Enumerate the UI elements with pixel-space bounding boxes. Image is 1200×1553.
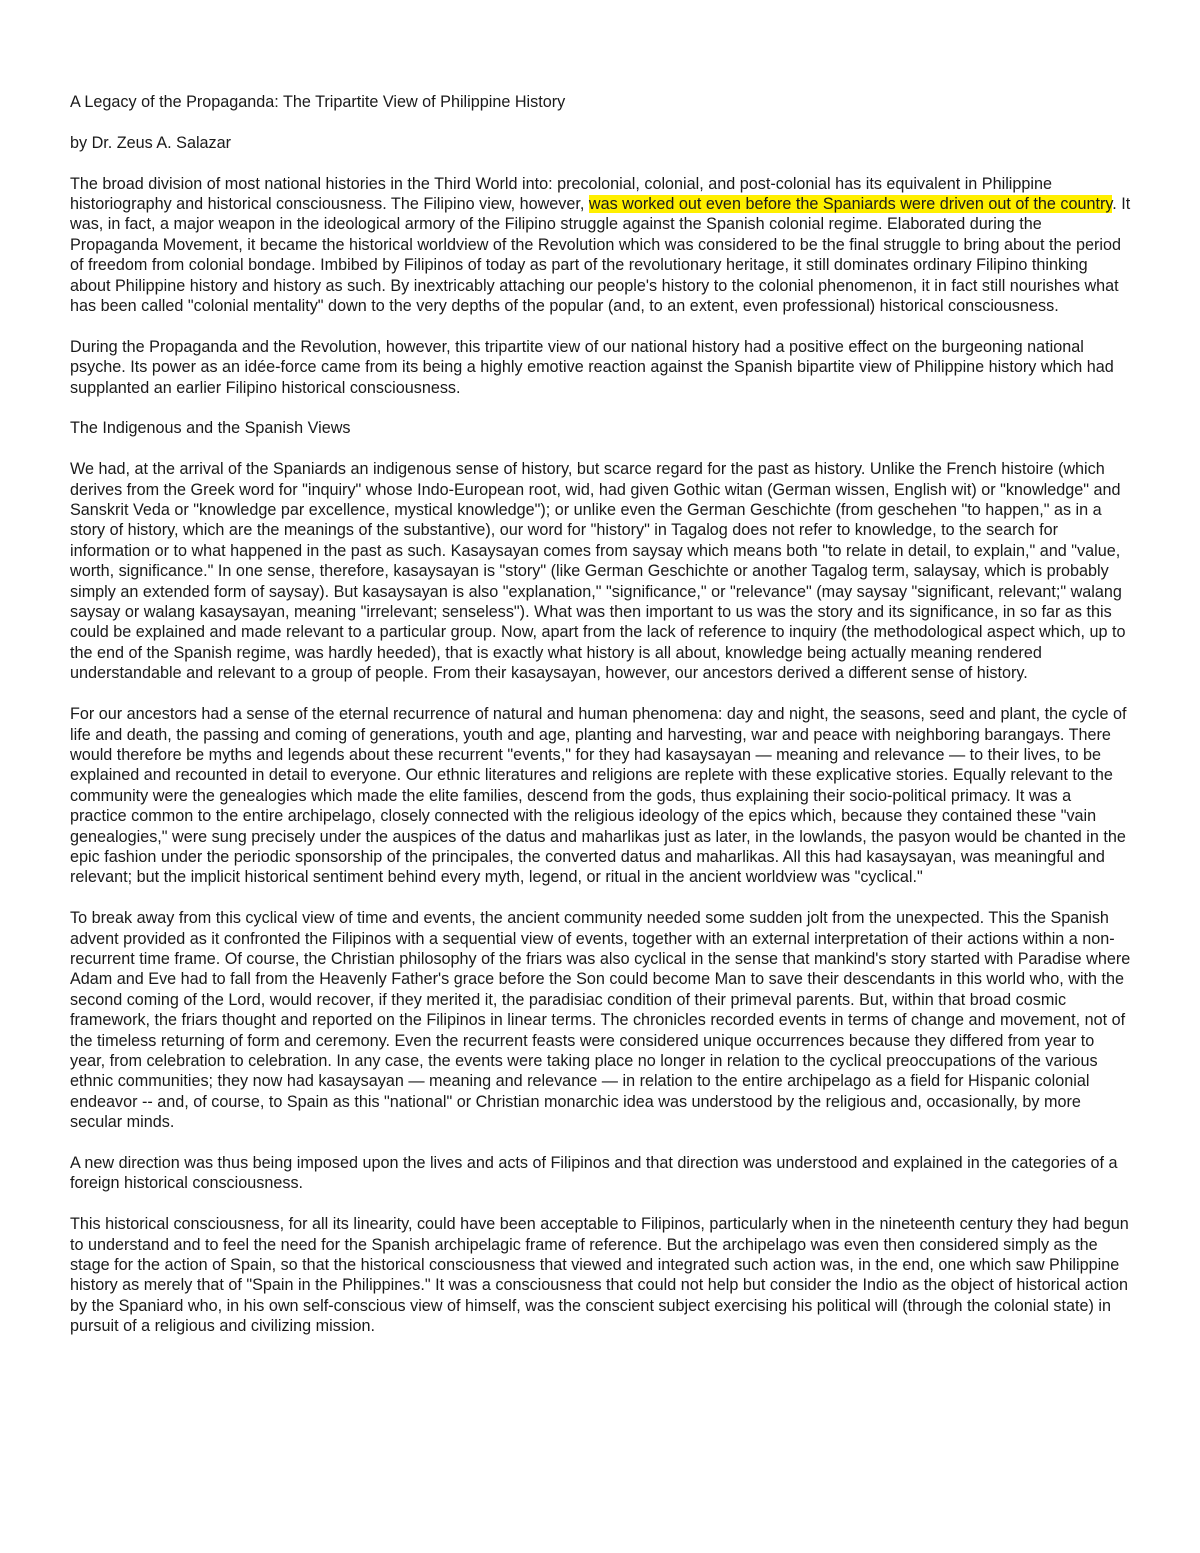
paragraph-5: To break away from this cyclical view of time and events, the ancient community needed some sudden jolt from the unexpected. This the Spanish advent provided as it confronted the Filipinos with a sequential view of events, together with an external interpretation of their actions within a non-recurrent time frame. Of course, the Christian philosophy of the friars was also cyclical in the sense that mankind's story started with Paradise where Adam and Eve had to fall from the Heavenly Father's grace before the Son could become Man to save their descendants in this world who, with the second coming of the Lord, would recover, if they merited it, the paradisiac condition of their primeval parents. But, within that broad cosmic framework, the friars thought and reported on the Filipinos in linear terms. The chronicles recorded events in terms of change and movement, not of the timeless returning of form and ceremony. Even the recurrent feasts were considered unique occurrences because they differed from year to year, from celebration to celebration. In any case, the events were taking place no longer in relation to the cyclical preoccupations of the various ethnic communities; they now had kasaysayan — meaning and relevance — in relation to the entire archipelago as a field for Hispanic colonial endeavor -- and, of course, to Spain as this "national" or Christian monarchic idea was understood by the religious and, occasionally, by more secular minds. xyxy=(70,909,1131,1132)
intro-text-end: . It was, in fact, a major weapon in the ideological armory of the Filipino struggle against the Spanish colonial regime. Elaborated during the Propaganda Movement, it became the historical worldview of the Revolution which was considered to be the final struggle to bring about the period of freedom from colonial bondage. Imbibed by Filipinos of today as part of the revolutionary heritage, it still dominates ordinary Filipino thinking about Philippine history and history as such. By inextricably attaching our people's history to the colonial phenomenon, it in fact still nourishes what has been called "colonial mentality" down to the very depths of the popular (and, to an extent, even professional) historical consciousness. xyxy=(70,195,1131,316)
document-title: A Legacy of the Propaganda: The Tripartite View of Philippine History xyxy=(70,93,566,111)
document-body xyxy=(70,92,1132,1357)
highlighted-text: was worked out even before the Spaniards were driven out of the country xyxy=(588,195,1113,213)
paragraph-3: We had, at the arrival of the Spaniards an indigenous sense of history, but scarce regard for the past as history. Unlike the French histoire (which derives from the Greek word for "inquiry" whose Indo-European root, wid, had given Gothic witan (German wissen, English wit) or "knowledge" and Sanskrit Veda or "knowledge par excellence, mystical knowledge"); or unlike even the German Geschichte (from geschehen "to happen," as in a story of history, which are the meanings of the substantive), our word for "history" in Tagalog does not refer to knowledge, to the search for information or to what happened in the past as such. Kasaysayan comes from saysay which means both "to relate in detail, to explain," and "value, worth, significance." In one sense, therefore, kasaysayan is "story" (like German Geschichte or another Tagalog term, salaysay, which is probably simply an extended form of saysay). But kasaysayan is also "explanation," "significance," or "relevance" (may saysay "significant, relevant;" walang saysay or walang kasaysayan, meaning "irrelevant; senseless"). What was then important to us was the story and its significance, in so far as this could be explained and made relevant to a particular group. Now, apart from the lack of reference to inquiry (the methodological aspect which, up to the end of the Spanish regime, was hardly heeded), that is exactly what history is all about, knowledge being actually meaning rendered understandable and relevant to a group of people. From their kasaysayan, however, our ancestors derived a different sense of history. xyxy=(70,460,1126,683)
paragraph-2: During the Propaganda and the Revolution, however, this tripartite view of our national history had a positive effect on the burgeoning national psyche. Its power as an idée-force came from its being a highly emotive reaction against the Spanish bipartite view of Philippine history which had supplanted an earlier Filipino historical consciousness. xyxy=(70,337,1114,397)
intro-text-start: The broad division of most national histories in the Third World into: precolonial, colonial, and post-colonial has its equivalent in Philippine historiography and historical consciousness. The Filipino view, however, xyxy=(70,174,1052,213)
paragraph-6: A new direction was thus being imposed upon the lives and acts of Filipinos and that direction was understood and explained in the categories of a foreign historical consciousness. xyxy=(70,1154,1118,1193)
section-heading: The Indigenous and the Spanish Views xyxy=(70,419,351,438)
paragraph-4: For our ancestors had a sense of the eternal recurrence of natural and human phenomena: day and night, the seasons, seed and plant, the cycle of life and death, the passing and coming of generations, youth and age, planting and harvesting, war and peace with neighboring barangays. There would therefore be myths and legends about these recurrent "events," for they had kasaysayan — meaning and relevance — to their lives, to be explained and recounted in detail to everyone. Our ethnic literatures and religions are replete with these explicative stories. Equally relevant to the community were the genealogies which made the elite families, descend from the gods, thus explaining their socio-political primacy. It was a practice common to the entire archipelago, closely connected with the religious ideology of the epics which, because they contained these "vain genealogies," were sung precisely under the auspices of the datus and maharlikas just as later, in the lowlands, the pasyon would be chanted in the epic fashion under the periodic sponsorship of the principales, the converted datus and maharlikas. All this had kasaysayan, was meaningful and relevant; but the implicit historical sentiment behind every myth, legend, or ritual in the ancient worldview was "cyclical." xyxy=(70,705,1127,887)
paragraph-7: This historical consciousness, for all its linearity, could have been acceptable to Filipinos, particularly when in the nineteenth century they had begun to understand and to feel the need for the Spanish archipelagic frame of reference. But the archipelago was even then considered simply as the stage for the action of Spain, so that the historical consciousness that viewed and integrated such action was, in the end, one which saw Philippine history as merely that of "Spain in the Philippines." It was a consciousness that could not help but consider the Indio as the object of historical action by the Spaniard who, in his own self-conscious view of himself, was the conscient subject exercising his political will (through the colonial state) in pursuit of a religious and civilizing mission. xyxy=(70,1215,1129,1336)
document-byline: by Dr. Zeus A. Salazar xyxy=(70,133,232,152)
intro-paragraph xyxy=(70,174,1132,317)
